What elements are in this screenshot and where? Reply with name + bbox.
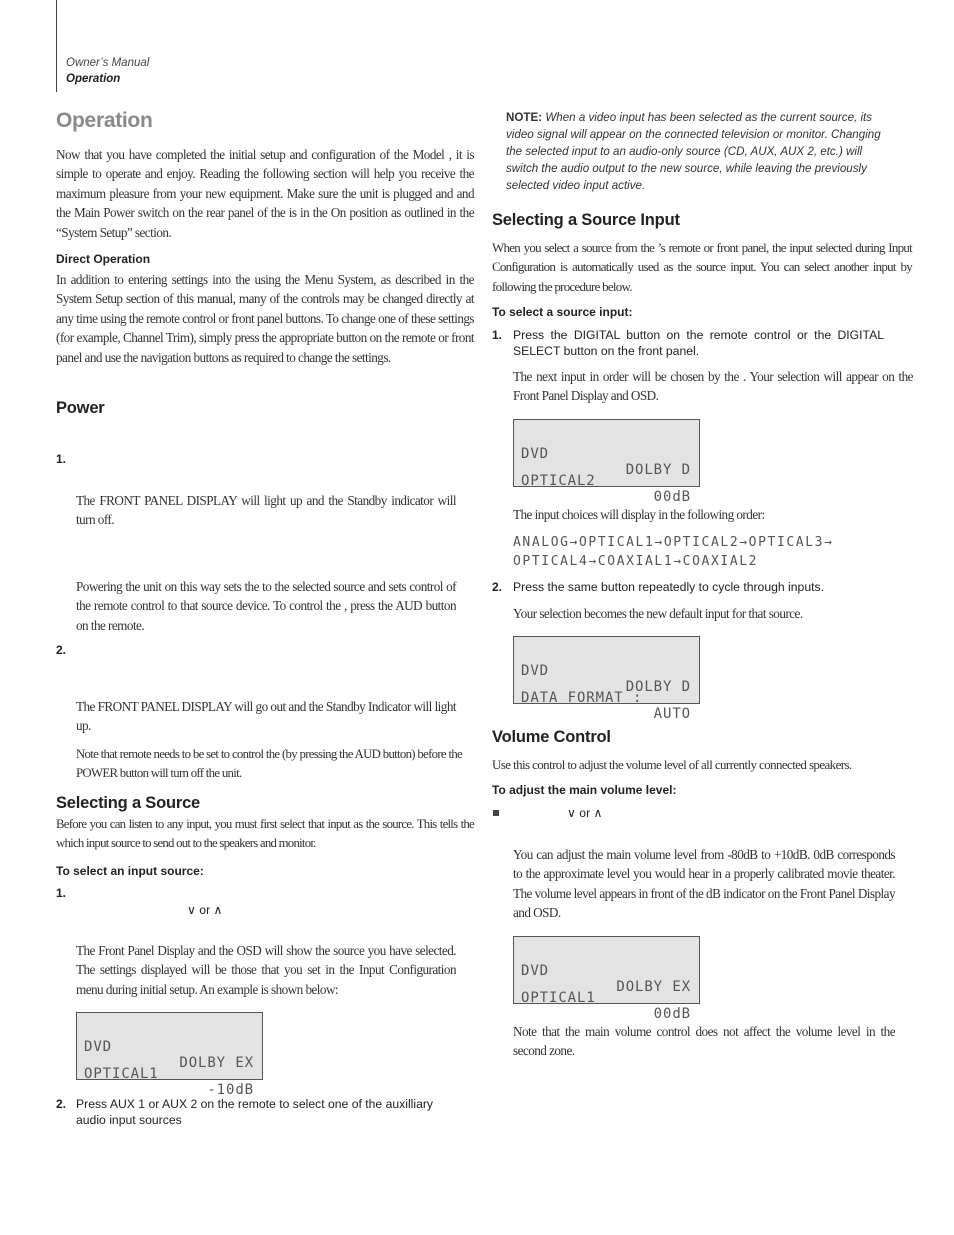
lcd-line-2 [521,457,691,505]
lcd-input: OPTICAL2 [521,473,596,489]
power-step-1-result: The FRONT PANEL DISPLAY will light up and the Standby indicator will turn off. [76,493,456,528]
running-header-section: Operation [66,73,121,85]
video-note [506,109,884,194]
lcd-level: -10dB [207,1082,254,1098]
source-step-1-result-block [76,941,456,999]
volume-result-block [513,845,895,923]
input-step-2-result-block [513,604,913,623]
input-order-sequence-line-1: ANALOG→OPTICAL1→OPTICAL2→OPTICAL3→ [513,535,834,550]
input-order-text: The input choices will display in the following order: [513,507,765,522]
volume-result: You can adjust the main volume level from -80dB to +10dB. 0dB corresponds to the approximate level you would hear in a properly calibrated movie theater. The volume level appears in front of the dB indicator on the Front Panel Display and OSD. [513,847,895,921]
source-step-1-number: 1. [56,886,67,900]
source-step-2-number: 2. [56,1097,67,1111]
intro-paragraph: Now that you have completed the initial setup and configuration of the Model , it is simple to operate and enjoy. Reading the following section will help you receive the maximum pleasure from your new equipment. Make sure the unit is plugged and and the Main Power switch on the rear panel of the is in the On position as outlined in the “System Setup” section. [56,147,474,240]
lcd-source: DVD [521,663,549,679]
input-step-2-number: 2. [492,580,503,594]
power-step-1-result-block [76,491,456,530]
lcd-display-volume [513,936,700,1022]
source-step-1-result: The Front Panel Display and the OSD will show the source you have selected. The settings displayed will be those that you set in the Input Configuration menu during initial setup. An example is shown below: [76,943,456,997]
page-title-block [56,109,474,133]
select-source-input-subheading: To select a source input: [492,305,633,319]
lcd-format-value: AUTO [653,706,691,722]
lcd-input: OPTICAL1 [521,990,596,1006]
volume-heading: Volume Control [492,728,611,746]
input-step-1-result: The next input in order will be chosen by the . Your selection will appear on the Front Panel Display and OSD. [513,369,913,404]
lcd-source: DVD [84,1039,112,1055]
source-step-1-arrows: ∨ or ∧ [187,903,223,917]
input-step-2-text: Press the same button repeatedly to cycle through inputs. [513,580,824,594]
lcd-display-input [513,419,700,505]
power-heading: Power [56,399,105,417]
intro-block [56,145,474,242]
lcd-mode: DOLBY D [625,462,691,478]
volume-heading-block [492,728,912,747]
volume-block [492,755,912,774]
header-rule [56,0,57,92]
volume-note: Note that the main volume control does not affect the volume level in the second zone. [513,1024,895,1059]
lcd-format-label: DATA FORMAT : [521,690,643,706]
lcd-line-2 [84,1050,254,1098]
select-source-input-sub-block [492,305,912,319]
lcd-line-1 [521,430,691,478]
select-input-source-subheading: To select an input source: [56,864,204,878]
volume-note-block [513,1022,895,1061]
input-order-sequence-line-2: OPTICAL4→COAXIAL1→COAXIAL2 [513,554,759,569]
input-step-2-result: Your selection becomes the new default input for that source. [513,606,803,621]
source-input-block [492,238,912,296]
power-step-2-result: The FRONT PANEL DISPLAY will go out and the Standby Indicator will light up. [76,699,456,734]
lcd-input: OPTICAL1 [84,1066,159,1082]
lcd-source: DVD [521,963,549,979]
power-step-1-note-block [76,577,456,635]
power-step-2-note: Note that remote needs to be set to control the (by pressing the AUD button) before the POWER button will turn off the unit. [76,747,462,781]
video-note-block [506,109,884,194]
lcd-mode: DOLBY EX [179,1055,254,1071]
input-step-1-text: Press the DIGITAL button on the remote control or the DIGITAL SELECT button on the front panel. [513,328,884,358]
lcd-mode: DOLBY EX [616,979,691,995]
lcd-line-2 [521,674,691,722]
source-input-heading-block [492,211,912,230]
lcd-display-source [76,1012,263,1098]
source-input-paragraph: When you select a source from the ’s remote or front panel, the input selected during Input Configuration is automatically used as the source input. You can select another input by following the procedure below. [492,240,912,294]
input-order-block [513,505,913,524]
direct-operation-paragraph: In addition to entering settings into the using the Menu System, as described in the System Setup section of this manual, many of the controls may be changed directly at any time using the remote control or front panel buttons. To change one of these settings (for example, Channel Trim), simply press the appropriate button on the remote or front panel and use the navigation buttons as required to change the settings. [56,272,474,365]
lcd-line-1 [521,647,691,695]
input-step-1-result-block [513,367,913,406]
volume-paragraph: Use this control to adjust the volume level of all currently connected speakers. [492,757,852,772]
source-step-2-text: Press AUX 1 or AUX 2 on the remote to select one of the auxilliary audio input sources [76,1097,434,1127]
selecting-source-block [56,815,474,854]
note-label: NOTE: [506,111,543,124]
input-step-1-number: 1. [492,328,503,342]
lcd-line-1 [84,1023,254,1071]
power-step-2-result-block [76,697,456,736]
volume-arrows: ∨ or ∧ [567,806,603,820]
lcd-level: 00dB [653,489,691,505]
lcd-mode: DOLBY D [625,679,691,695]
select-input-source-sub-block [56,864,474,878]
adjust-volume-sub-block [492,783,912,797]
running-header-manual: Owner’s Manual [66,57,150,69]
source-input-heading: Selecting a Source Input [492,211,680,229]
power-step-1-note: Powering the unit on this way sets the to the selected source and sets control of the remote control to that source device. To control the , press the AUD button on the remote. [76,579,456,633]
power-step-2-number: 2. [56,643,67,657]
lcd-line-1 [521,947,691,995]
page-title: Operation [56,109,153,132]
lcd-level: 00dB [653,1006,691,1022]
power-heading-block [56,399,474,418]
direct-operation-heading-block [56,252,474,266]
selecting-source-heading-block [56,794,474,813]
selecting-source-heading: Selecting a Source [56,794,201,812]
adjust-volume-subheading: To adjust the main volume level: [492,783,677,797]
power-step-2-note-block [76,745,462,784]
lcd-source: DVD [521,446,549,462]
direct-operation-block [56,270,474,367]
note-text: When a video input has been selected as the current source, its video signal will appear on the connected television or monitor. Changing the selected input to an audio-only source (CD, AUX, AUX 2, etc.) will switch the audio output to the new source, while leaving the previously selected video input active. [506,111,881,192]
selecting-source-paragraph: Before you can listen to any input, you must first select that input as the source. This tells the which input source to send out to the speakers and monitor. [56,817,474,851]
lcd-display-format [513,636,700,722]
lcd-line-2 [521,974,691,1022]
square-bullet-icon [493,810,499,816]
direct-operation-heading: Direct Operation [56,252,151,266]
power-step-1-number: 1. [56,452,67,466]
